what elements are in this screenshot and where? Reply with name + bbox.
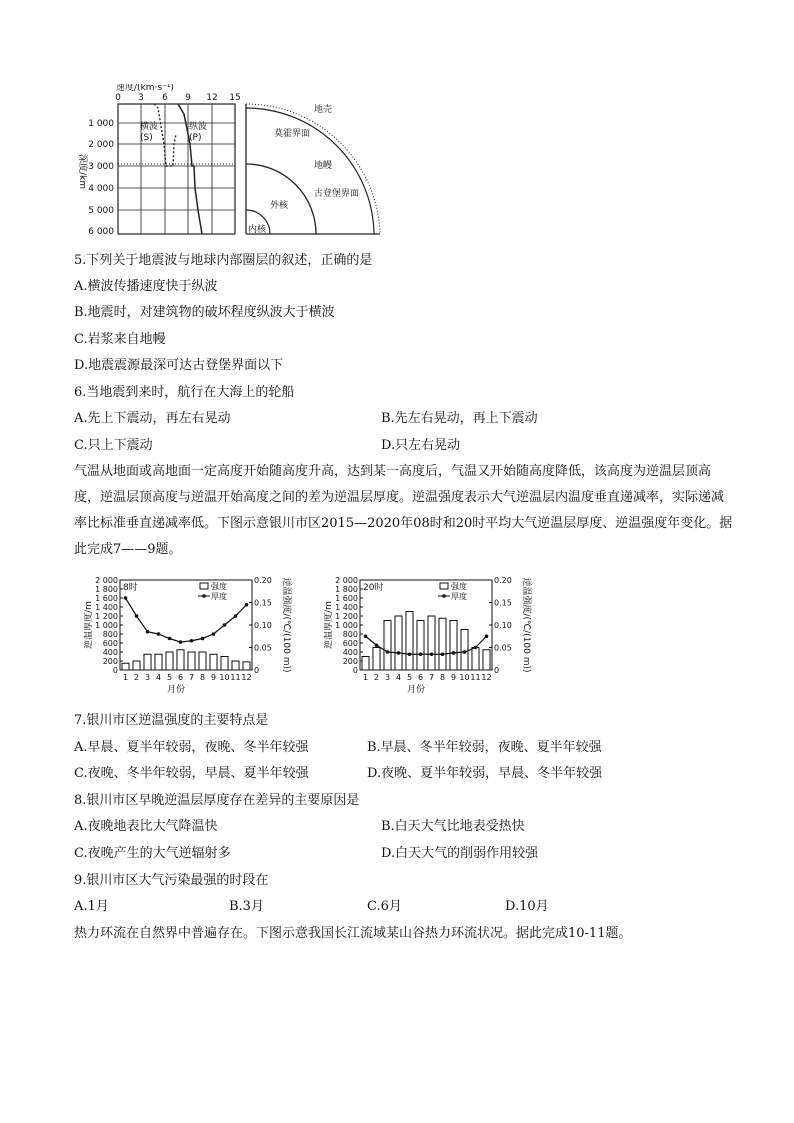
question-7-option: B.早晨、冬半年较弱，夜晚、夏半年较强 — [367, 740, 602, 755]
y2-tick-label: 0.10 — [494, 621, 512, 630]
legend-bar-label: 强度 — [211, 582, 227, 591]
thickness-line — [126, 598, 247, 642]
question-9-option: B.3月 — [229, 899, 264, 914]
thickness-point — [146, 630, 150, 634]
thickness-point — [245, 603, 249, 607]
question-8-option: A.夜晚地表比大气降温快 — [74, 819, 218, 834]
velocity-tick: 12 — [206, 93, 218, 103]
x-tick-label: 9 — [210, 673, 217, 682]
thickness-point — [223, 623, 227, 627]
p-wave-label: 纵波 — [189, 122, 208, 132]
s-wave-label: 横波 — [140, 122, 159, 132]
bar — [221, 657, 228, 671]
inversion-chart-8am — [84, 572, 294, 700]
passage-inversion: 气温从地面或高地面一定高度开始随高度升高，达到某一高度后，气温又开始随高度降低，该高度为逆温层顶高度，逆温层顶高度与逆温开始高度之间的差为逆温层厚度。逆温强度表示大气逆温层内温度垂直递减率，实际递减率比标准垂直递减率低。下图示意银川市区2015—2020年08时和20时平均大气逆温层厚度、逆温强度年变化。据此完成7——9题。 — [74, 464, 733, 557]
y-tick-label: 200 — [342, 657, 358, 666]
y-tick-label: 1 200 — [335, 612, 358, 621]
y2-tick-label: 0.05 — [494, 643, 512, 653]
y2-tick-label: 0.20 — [254, 576, 272, 585]
plot-frame — [120, 580, 252, 670]
thickness-point — [157, 632, 161, 636]
question-6-option: B.先左右晃动，再上下震动 — [381, 411, 538, 426]
bar — [122, 663, 129, 670]
question-6-option: C.只上下震动 — [74, 438, 153, 453]
bar — [177, 650, 184, 670]
x-tick-label: 8 — [199, 673, 206, 682]
thickness-point — [168, 637, 172, 641]
thickness-point — [375, 643, 379, 647]
chart-title: 8时 — [123, 583, 138, 593]
bar — [472, 648, 479, 671]
y2-tick-label: 0.15 — [494, 598, 512, 608]
question-8-option: C.夜晚产生的大气逆辐射多 — [74, 846, 231, 861]
x-tick-label: 2 — [133, 673, 140, 682]
depth-tick: 3 000 — [88, 162, 114, 172]
y2-tick-label: 0 — [254, 666, 260, 675]
velocity-tick: 3 — [138, 93, 144, 103]
y-tick-label: 400 — [102, 648, 118, 657]
question-6-option: A.先上下震动，再左右晃动 — [74, 411, 231, 426]
thickness-point — [419, 652, 423, 656]
depth-tick: 2 000 — [88, 140, 114, 150]
x-tick-label: 6 — [417, 673, 424, 682]
y-tick-label: 1 400 — [95, 603, 118, 612]
y-axis-title: 逆温厚度/m — [324, 601, 334, 649]
y-tick-label: 1 600 — [95, 594, 118, 603]
question-5-option: D.地震震源最深可达古登堡界面以下 — [74, 358, 284, 373]
bar — [450, 621, 457, 671]
y2-tick-label: 0.10 — [254, 621, 272, 630]
y-tick-label: 1 600 — [335, 594, 358, 603]
bar — [439, 618, 446, 670]
x-tick-label: 3 — [144, 673, 151, 682]
question-9-stem: 9.银川市区大气污染最强的时段在 — [74, 873, 269, 888]
inner-core-label: 内核 — [248, 225, 267, 235]
thickness-point — [386, 650, 390, 654]
s-wave-label: (S) — [140, 133, 153, 143]
question-9-option: D.10月 — [505, 899, 549, 914]
x-tick-label: 11 — [470, 673, 481, 682]
x-tick-label: 6 — [177, 673, 184, 682]
depth-ticks — [88, 119, 114, 237]
thickness-point — [452, 651, 456, 655]
bar — [362, 657, 369, 671]
x-tick-label: 12 — [241, 673, 252, 682]
depth-tick: 1 000 — [88, 119, 114, 129]
y-tick-label: 1 000 — [335, 621, 358, 630]
question-5-option: C.岩浆来自地幔 — [74, 332, 166, 347]
thickness-point — [179, 640, 183, 644]
y-tick-label: 800 — [102, 630, 118, 639]
thickness-point — [234, 614, 238, 618]
question-8-stem: 8.银川市区早晚逆温层厚度存在差异的主要原因是 — [74, 793, 360, 808]
seismic-wave-figure — [74, 84, 394, 244]
y-tick-label: 2 000 — [95, 576, 118, 585]
thickness-point — [430, 652, 434, 656]
question-7-option: D.夜晚、夏半年较弱，早晨、冬半年较强 — [367, 766, 603, 781]
velocity-axis-label: 速度/(km·s⁻¹) — [116, 84, 174, 93]
thickness-point — [190, 639, 194, 643]
legend-bar-swatch — [440, 583, 448, 589]
y2-axis-title: 逆温强度/(℃/(100 m)) — [281, 577, 291, 673]
bar — [199, 652, 206, 670]
x-tick-label: 8 — [439, 673, 446, 682]
y-tick-label: 600 — [102, 639, 118, 648]
y-tick-label: 400 — [342, 648, 358, 657]
bar — [483, 650, 490, 670]
x-tick-label: 2 — [373, 673, 380, 682]
question-9-option: A.1月 — [74, 899, 109, 914]
bar — [395, 616, 402, 670]
depth-axis-label: 深度/km — [77, 154, 87, 190]
bar — [373, 648, 380, 671]
question-9-option: C.6月 — [367, 899, 402, 914]
chart-title: 20时 — [363, 583, 384, 593]
passage-thermal-circulation: 热力环流在自然界中普遍存在。下图示意我国长江流域某山谷热力环流状况。据此完成10-11题。 — [74, 926, 632, 941]
x-tick-label: 4 — [395, 673, 402, 682]
velocity-grid — [118, 104, 235, 234]
question-7-stem: 7.银川市区逆温强度的主要特点是 — [74, 713, 269, 728]
velocity-tick: 9 — [185, 93, 191, 103]
gutenberg-label: 古登堡界面 — [314, 189, 360, 199]
question-5-option: A.横波传播速度快于纵波 — [74, 279, 218, 294]
x-axis-title: 月份 — [166, 685, 186, 695]
x-axis-title: 月份 — [406, 685, 426, 695]
x-tick-label: 10 — [459, 673, 470, 682]
bar — [232, 661, 239, 670]
y-tick-label: 0 — [352, 666, 358, 675]
thickness-point — [201, 637, 205, 641]
depth-tick: 4 000 — [88, 184, 114, 194]
velocity-tick: 6 — [162, 93, 168, 103]
y-axis-title: 逆温厚度/m — [84, 601, 94, 649]
outer-core-label: 外核 — [270, 201, 289, 211]
legend-line-marker — [442, 594, 446, 598]
y-tick-label: 600 — [342, 639, 358, 648]
legend-line-marker — [202, 594, 206, 598]
question-7-option: C.夜晚、冬半年较弱，早晨、夏半年较强 — [74, 766, 309, 781]
y-tick-label: 1 000 — [95, 621, 118, 630]
x-tick-label: 7 — [188, 673, 195, 682]
velocity-tick: 0 — [115, 93, 121, 103]
thickness-point — [485, 634, 489, 638]
x-tick-label: 5 — [166, 673, 173, 682]
x-tick-label: 1 — [362, 673, 369, 682]
question-8-option: B.白天大气比地表受热快 — [381, 819, 525, 834]
question-6-option: D.只左右晃动 — [381, 438, 461, 453]
bar — [384, 621, 391, 671]
y2-tick-label: 0 — [494, 666, 500, 675]
earth-layers-diagram — [246, 104, 380, 234]
x-tick-label: 3 — [384, 673, 391, 682]
thickness-point — [408, 652, 412, 656]
x-tick-label: 10 — [219, 673, 230, 682]
x-tick-label: 12 — [481, 673, 492, 682]
y2-tick-label: 0.15 — [254, 598, 272, 608]
x-tick-label: 1 — [122, 673, 129, 682]
mantle-label: 地幔 — [314, 161, 333, 171]
moho-label: 莫霍界面 — [274, 129, 311, 139]
x-tick-label: 11 — [230, 673, 241, 682]
y-tick-label: 2 000 — [335, 576, 358, 585]
x-tick-label: 5 — [406, 673, 413, 682]
thickness-point — [474, 646, 478, 650]
bar — [461, 630, 468, 671]
moho-arc — [246, 108, 374, 234]
bar — [210, 654, 217, 670]
inversion-chart-8pm — [324, 572, 534, 700]
p-wave-label: (P) — [189, 133, 202, 143]
bar — [133, 661, 140, 670]
bar — [166, 652, 173, 670]
bar — [188, 652, 195, 670]
y-tick-label: 1 800 — [95, 585, 118, 594]
velocity-ticks — [115, 93, 241, 103]
x-tick-label: 4 — [155, 673, 162, 682]
x-tick-label: 9 — [450, 673, 457, 682]
thickness-point — [124, 596, 128, 600]
thickness-point — [441, 652, 445, 656]
crust-label: 地壳 — [314, 105, 333, 115]
y2-tick-label: 0.20 — [494, 576, 512, 585]
question-5-option: B.地震时，对建筑物的破坏程度纵波大于横波 — [74, 305, 335, 320]
y-tick-label: 800 — [342, 630, 358, 639]
thickness-point — [212, 632, 216, 636]
thickness-point — [135, 614, 139, 618]
depth-tick: 5 000 — [88, 206, 114, 216]
legend-bar-label: 强度 — [451, 582, 467, 591]
velocity-tick: 15 — [229, 93, 241, 103]
bar — [428, 616, 435, 670]
bar — [406, 612, 413, 671]
bar — [144, 654, 151, 670]
thickness-point — [463, 650, 467, 654]
outer-core-arc — [246, 164, 316, 234]
question-8-option: D.白天大气的削弱作用较强 — [381, 846, 539, 861]
bar — [243, 662, 250, 670]
legend-bar-swatch — [200, 583, 208, 589]
bar — [155, 654, 162, 670]
y-tick-label: 1 400 — [335, 603, 358, 612]
y-tick-label: 1 800 — [335, 585, 358, 594]
thickness-point — [364, 634, 368, 638]
bar — [417, 621, 424, 671]
legend-line-label: 厚度 — [451, 592, 467, 601]
y2-axis-title: 逆温强度/(℃/(100 m)) — [521, 577, 531, 673]
question-7-option: A.早晨、夏半年较弱，夜晚、冬半年较强 — [74, 740, 309, 755]
question-6-stem: 6.当地震到来时，航行在大海上的轮船 — [74, 385, 295, 400]
y2-tick-label: 0.05 — [254, 643, 272, 653]
thickness-point — [397, 651, 401, 655]
y-tick-label: 200 — [102, 657, 118, 666]
depth-tick: 6 000 — [88, 227, 114, 237]
x-tick-label: 7 — [428, 673, 435, 682]
question-5-stem: 5.下列关于地震波与地球内部圈层的叙述，正确的是 — [74, 253, 373, 268]
y-tick-label: 0 — [112, 666, 118, 675]
y-tick-label: 1 200 — [95, 612, 118, 621]
legend-line-label: 厚度 — [211, 592, 227, 601]
